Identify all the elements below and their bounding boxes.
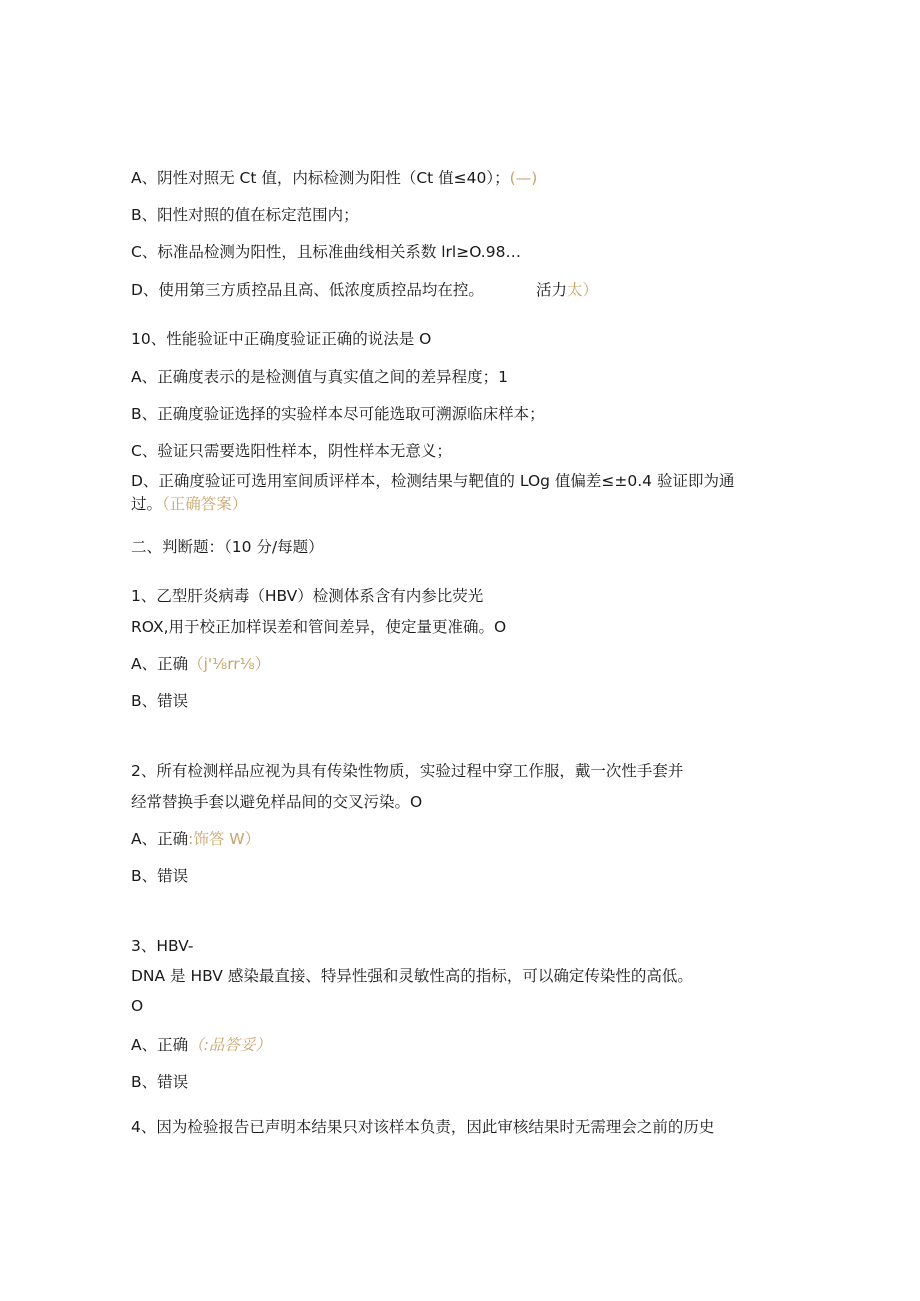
j3-option-b: B、错误 [131, 1073, 189, 1091]
answer-mark: （:品答妥） [188, 1036, 271, 1054]
q10-option-d: D、正确度验证可选用室间质评样本，检测结果与靶值的 LOg 值偏差≤±0.4 验证即为通 [131, 472, 735, 490]
j1-option-a: A、正确（j'⅛rr⅛） [131, 655, 271, 673]
answer-mark: （j'⅛rr⅛） [188, 655, 271, 673]
q10-option-a: A、正确度表示的是检测值与真实值之间的差异程度；1 [131, 368, 508, 386]
j4-line1: 4、因为检验报告已声明本结果只对该样本负责，因此审核结果时无需理会之前的历史 [131, 1118, 715, 1136]
answer-mark: 太） [566, 281, 598, 299]
j2-option-a: A、正确:饰答 W） [131, 830, 261, 848]
answer-mark: （正确答案） [162, 495, 248, 513]
j3-option-a: A、正确（:品答妥） [131, 1036, 271, 1054]
answer-mark-text: 活力 [535, 281, 567, 299]
j3-line1: 3、HBV- [131, 937, 194, 955]
q10-option-d-cont: 过。（正确答案） [131, 495, 248, 513]
j1-line2: ROX,用于校正加样误差和管间差异，使定量更准确。O [131, 618, 507, 636]
answer-mark: (—) [509, 169, 538, 187]
j1-line1: 1、乙型肝炎病毒（HBV）检测体系含有内参比荧光 [131, 587, 484, 605]
j2-line2: 经常替换手套以避免样品间的交叉污染。O [131, 793, 423, 811]
q10-option-c: C、验证只需要选阳性样本，阴性样本无意义； [131, 442, 452, 460]
j2-option-b: B、错误 [131, 867, 189, 885]
q10-option-b: B、正确度验证选择的实验样本尽可能选取可溯源临床样本； [131, 405, 545, 423]
q10-title: 10、性能验证中正确度验证正确的说法是 O [131, 330, 432, 348]
q9-option-b: B、阳性对照的值在标定范围内； [131, 206, 359, 224]
j1-option-b: B、错误 [131, 692, 189, 710]
section-title: 二、判断题：（10 分/每题） [131, 538, 324, 556]
j3-line2: DNA 是 HBV 感染最直接、特异性强和灵敏性高的指标，可以确定传染性的高低。 [131, 967, 693, 985]
answer-mark: :饰答 W） [188, 830, 261, 848]
j3-line3: O [131, 997, 144, 1015]
j2-line1: 2、所有检测样品应视为具有传染性物质，实验过程中穿工作服，戴一次性手套并 [131, 762, 684, 780]
q9-option-a: A、阴性对照无 Ct 值，内标检测为阳性（Ct 值≤40）；(—) [131, 169, 538, 187]
q9-option-d: D、使用第三方质控品且高、低浓度质控品均在控。 活力太） [131, 281, 598, 299]
q9-option-c: C、标准品检测为阳性，且标准曲线相关系数 lrl≥O.98… [131, 243, 521, 261]
